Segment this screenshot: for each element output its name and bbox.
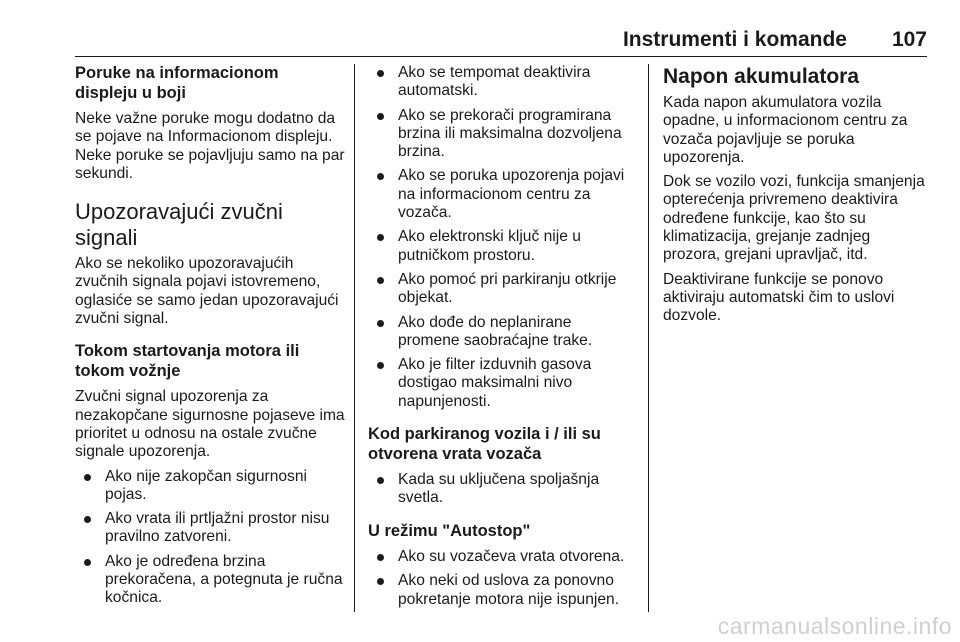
bullet-list (368, 64, 636, 411)
bullet-list (368, 471, 636, 508)
header-divider (75, 56, 927, 57)
bullet-icon (377, 70, 384, 77)
bullet-icon (377, 113, 384, 120)
list-item: Ako se tempomat deaktivira automatski. (368, 64, 636, 101)
paragraph: Zvučni signal upozorenja za nezakopčane sigurnosne pojaseve ima prioritet u odnosu na ostale zvučne signale upozorenja. (75, 388, 345, 461)
page-number: 107 (891, 28, 927, 51)
list-item: Ako dođe do neplanirane promene saobraćajne trake. (368, 314, 636, 351)
column-divider-1 (354, 64, 355, 612)
paragraph: Kada napon akumulatora vozila opadne, u informacionom centru za vozača pojavljuje se poruka upozorenja. (663, 94, 908, 166)
list-item: Ako se prekorači programirana brzina ili maksimalna dozvoljena brzina. (368, 107, 636, 162)
page-title: Instrumenti i komande (622, 28, 847, 51)
bullet-icon (377, 578, 384, 585)
list-item: Ako su vozačeva vrata otvorena. (368, 548, 636, 566)
column-1 (75, 64, 345, 614)
bullet-list (368, 548, 636, 609)
bullet-icon (84, 474, 91, 481)
list-item: Ako neki od uslova za ponovno pokretanje motora nije ispunjen. (368, 572, 636, 609)
watermark: carmanualsonline.info (717, 613, 952, 639)
bullet-icon (377, 320, 384, 327)
bullet-list (75, 468, 345, 608)
bullet-icon (377, 173, 384, 180)
list-item: Ako nije zakopčan sigurnosni pojas. (75, 468, 345, 505)
section-heading-engine-start: Tokom startovanja motora ili tokom vožnje (75, 342, 300, 380)
section-heading-warning-chimes: Upozoravajući zvučni signali (75, 199, 283, 251)
list-item: Ako je filter izduvnih gasova dostigao maksimalni nivo napunjenosti. (368, 356, 636, 411)
bullet-icon (377, 477, 384, 484)
list-item: Ako elektronski ključ nije u putničkom prostoru. (368, 228, 636, 265)
section-heading-color-display: Poruke na informacionom displeju u boji (75, 64, 279, 102)
column-divider-2 (648, 64, 649, 612)
list-item: Ako je određena brzina prekoračena, a potegnuta je ručna kočnica. (75, 553, 345, 608)
list-item: Ako vrata ili prtljažni prostor nisu pravilno zatvoreni. (75, 510, 345, 547)
section-heading-parked-vehicle: Kod parkiranog vozila i / ili su otvorena vrata vozača (368, 425, 601, 463)
paragraph: Deaktivirane funkcije se ponovo aktiviraju automatski čim to uslovi dozvole. (663, 270, 895, 325)
paragraph: Dok se vozilo vozi, funkcija smanjenja opterećenja privremeno deaktivira određene funkcije, kao što su klimatizacija, grejanje zadnjeg prozora, grejani upravljač, itd. (663, 173, 925, 264)
list-item: Ako se poruka upozorenja pojavi na informacionom centru za vozača. (368, 167, 636, 222)
section-heading-autostop: U režimu "Autostop" (368, 521, 531, 540)
bullet-icon (84, 516, 91, 523)
page-header (75, 26, 927, 54)
paragraph: Neke važne poruke mogu dodatno da se pojave na Informacionom displeju. Neke poruke se pojavljuju samo na par sekundi. (75, 110, 345, 182)
column-2 (368, 64, 636, 615)
section-heading-battery-voltage: Napon akumulatora (663, 65, 860, 88)
bullet-icon (84, 559, 91, 566)
list-item: Ako pomoć pri parkiranju otkrije objekat. (368, 271, 636, 308)
column-3 (663, 64, 931, 332)
list-item: Kada su uključena spoljašnja svetla. (368, 471, 636, 508)
paragraph: Ako se nekoliko upozoravajućih zvučnih signala pojavi istovremeno, oglasiće se samo jedan upozoravajući zvučni signal. (75, 255, 339, 328)
bullet-icon (377, 362, 384, 369)
bullet-icon (377, 554, 384, 561)
bullet-icon (377, 234, 384, 241)
bullet-icon (377, 277, 384, 284)
